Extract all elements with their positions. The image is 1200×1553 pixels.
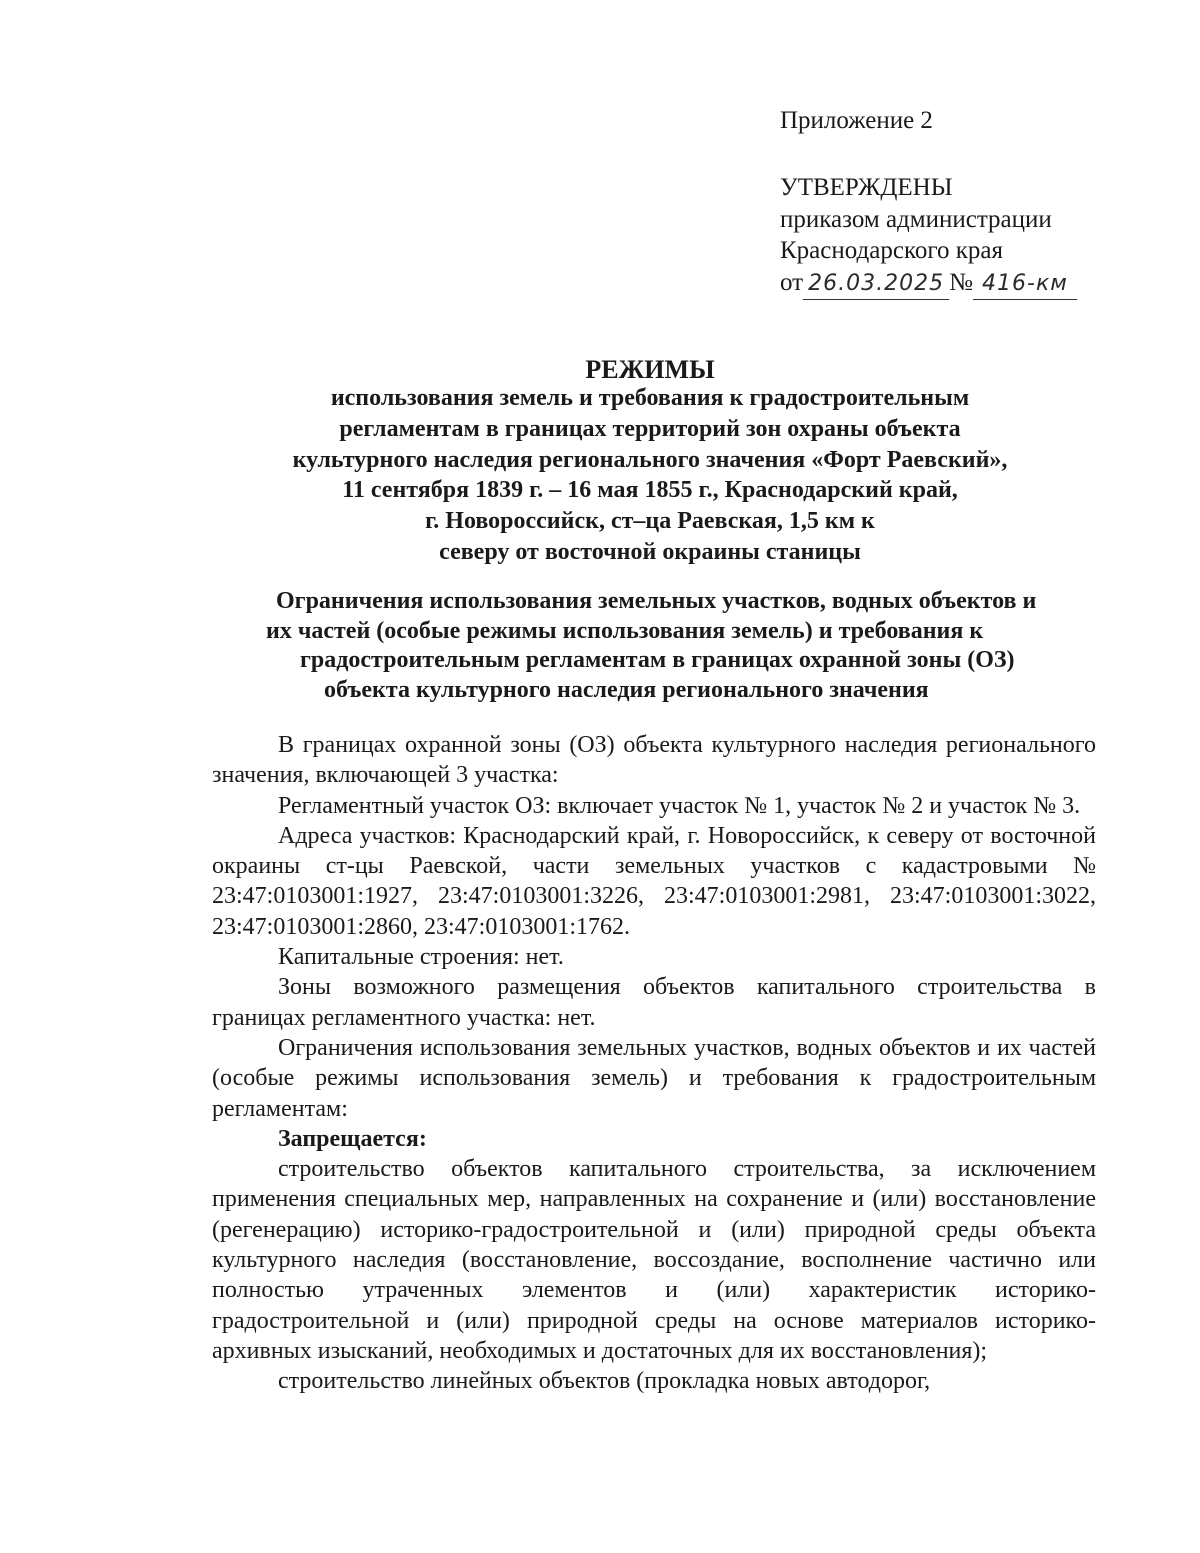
body-paragraph: В границах охранной зоны (ОЗ) объекта культурного наследия регионального значения, включающей 3 участка: xyxy=(212,732,1096,789)
approved-region: Краснодарского края xyxy=(780,237,1003,264)
prohibited-label: Запрещается: xyxy=(278,1125,427,1152)
from-label: от xyxy=(780,268,804,296)
prohibited-item: строительство объектов капитального строительства, за исключением применения специальных мер, направленных на сохранение и (или) восстановление (регенерацию) историко-градостроительной и (или) природной среды объекта культурного наследия (восстановление, воссоздание, восполнение частично или полностью утраченных элементов и (или) характеристик историко-градостроительной и (или) природной среды на основе материалов историко- архивных изысканий, необходимых и достаточных для их восстановления); xyxy=(212,1156,1096,1364)
subtitle-line: 11 сентября 1839 г. – 16 мая 1855 г., Краснодарский край, xyxy=(342,477,958,504)
body-paragraph: Адреса участков: Краснодарский край, г. Новороссийск, к северу от восточной окраины ст-цы Раевской, части земельных участков с кадастровыми № 23:47:0103001:1927, 23:47:0103001:3226, 23:47:0103001:2981, 23:47:0103001:3022, 23:47:0103001:2860, 23:47:0103001:1762. xyxy=(212,822,1096,940)
number-label: № xyxy=(949,268,973,296)
subtitle-line: культурного наследия регионального значения «Форт Раевский», xyxy=(292,446,1008,473)
subtitle-line: г. Новороссийск, ст–ца Раевская, 1,5 км к xyxy=(425,508,875,535)
body-paragraph: Регламентный участок ОЗ: включает участок № 1, участок № 2 и участок № 3. xyxy=(278,792,1081,819)
body-paragraph: Зоны возможного размещения объектов капитального строительства в границах регламентного участка: нет. xyxy=(212,974,1096,1031)
section-heading-line: их частей (особые режимы использования земель) и требования к xyxy=(266,617,984,644)
subtitle-line: северу от восточной окраины станицы xyxy=(439,538,861,565)
body-paragraph: Ограничения использования земельных участков, водных объектов и их частей (особые режимы использования земель) и требования к градостроительным регламентам: xyxy=(212,1034,1096,1122)
approval-block xyxy=(780,172,1077,300)
appendix-label: Приложение 2 xyxy=(780,107,933,134)
section-heading-line: градостроительным регламентам в границах охранной зоны (ОЗ) xyxy=(300,647,1015,673)
body-paragraph: Капитальные строения: нет. xyxy=(278,944,564,971)
approved-by-order: приказом администрации xyxy=(780,205,1052,233)
document-body xyxy=(212,730,1096,1397)
section-heading xyxy=(210,587,1100,705)
document-title: РЕЖИМЫ xyxy=(585,355,715,384)
prohibited-item: строительство линейных объектов (прокладка новых автодорог, xyxy=(278,1368,931,1395)
handwritten-number: 416-км xyxy=(973,268,1077,301)
subtitle-line: использования земель и требования к градостроительным xyxy=(330,385,970,411)
order-date-number-line xyxy=(780,267,1077,301)
approved-label: УТВЕРЖДЕНЫ xyxy=(780,174,953,201)
subtitle-line: регламентам в границах территорий зон охраны объекта xyxy=(339,415,961,442)
handwritten-date: 26.03.2025 xyxy=(803,268,949,301)
document-subtitle xyxy=(200,383,1100,568)
section-heading-line: Ограничения использования земельных участков, водных объектов и xyxy=(276,588,1037,614)
section-heading-line: объекта культурного наследия регионального значения xyxy=(324,676,929,703)
